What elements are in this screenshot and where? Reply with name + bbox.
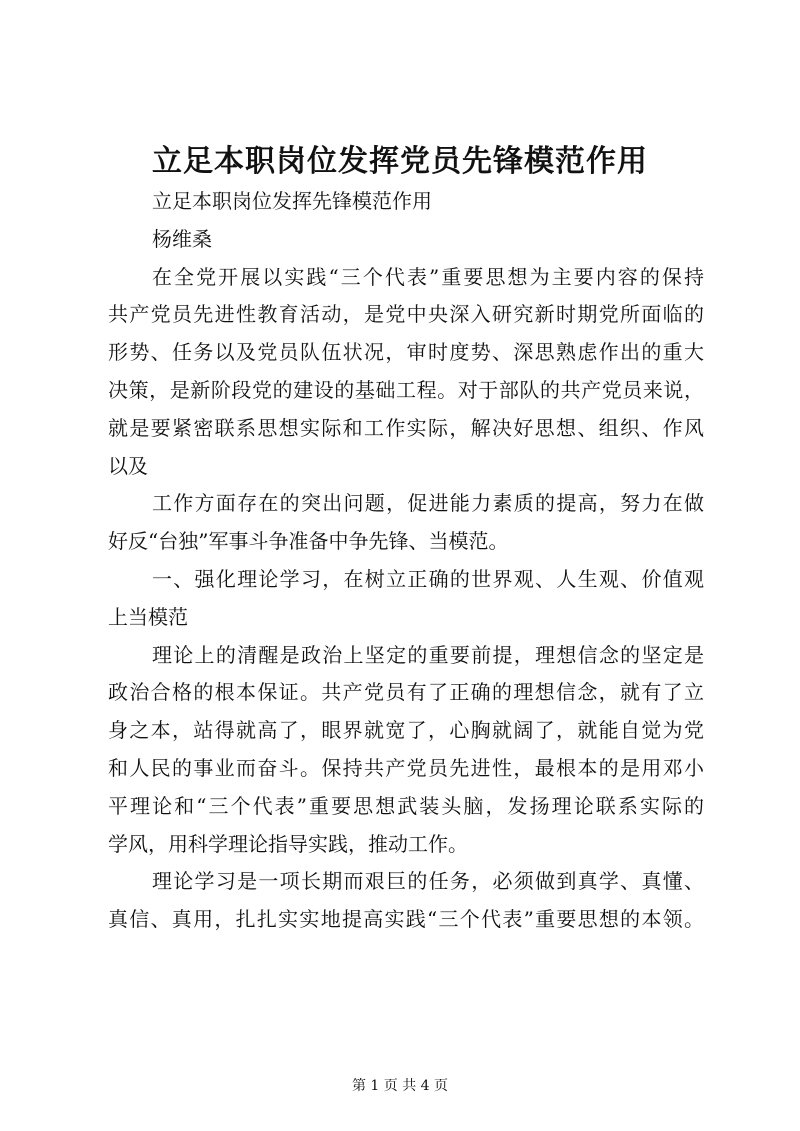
paragraph-line: 好反“台独”军事斗争准备中争先锋、当模范。 — [108, 529, 509, 554]
paragraph-line: 理论学习是一项长期而艰巨的任务，必须做到真学、真懂、 — [152, 869, 704, 894]
paragraph-line: 理论上的清醒是政治上坚定的重要前提，理想信念的坚定是 — [152, 642, 704, 667]
paragraph-line: 政治合格的根本保证。共产党员有了正确的理想信念，就有了立 — [108, 680, 704, 705]
document-title: 立足本职岗位发挥党员先锋模范作用 — [152, 144, 648, 179]
paragraph-line: 以及 — [108, 453, 148, 478]
document-author: 杨维桑 — [152, 226, 212, 251]
paragraph-line: 和人民的事业而奋斗。保持共产党员先进性，最根本的是用邓小 — [108, 755, 704, 780]
paragraph-line: 决策，是新阶段党的建设的基础工程。对于部队的共产党员来说， — [108, 377, 704, 402]
paragraph-line: 共产党员先进性教育活动，是党中央深入研究新时期党所面临的 — [108, 302, 704, 327]
paragraph-line: 身之本，站得就高了，眼界就宽了，心胸就阔了，就能自觉为党 — [108, 718, 704, 743]
paragraph-line: 学风，用科学理论指导实践，推动工作。 — [108, 831, 468, 856]
paragraph-line: 真信、真用，扎扎实实地提高实践“三个代表”重要思想的本领。 — [108, 907, 704, 932]
paragraph-line: 形势、任务以及党员队伍状况，审时度势、深思熟虑作出的重大 — [108, 340, 704, 365]
paragraph-line: 平理论和“三个代表”重要思想武装头脑，发扬理论联系实际的 — [108, 793, 704, 818]
document-subtitle: 立足本职岗位发挥先锋模范作用 — [152, 189, 432, 213]
section-heading-line: 上当模范 — [108, 604, 188, 629]
paragraph-line: 工作方面存在的突出问题，促进能力素质的提高，努力在做 — [152, 491, 704, 516]
paragraph-line: 就是要紧密联系思想实际和工作实际，解决好思想、组织、作风 — [108, 415, 704, 440]
page-footer: 第 1 页 共 4 页 — [351, 1078, 449, 1094]
section-heading-line: 一、强化理论学习，在树立正确的世界观、人生观、价值观 — [152, 566, 704, 591]
document-body — [108, 183, 704, 939]
paragraph-line: 在全党开展以实践“三个代表”重要思想为主要内容的保持 — [152, 264, 704, 289]
